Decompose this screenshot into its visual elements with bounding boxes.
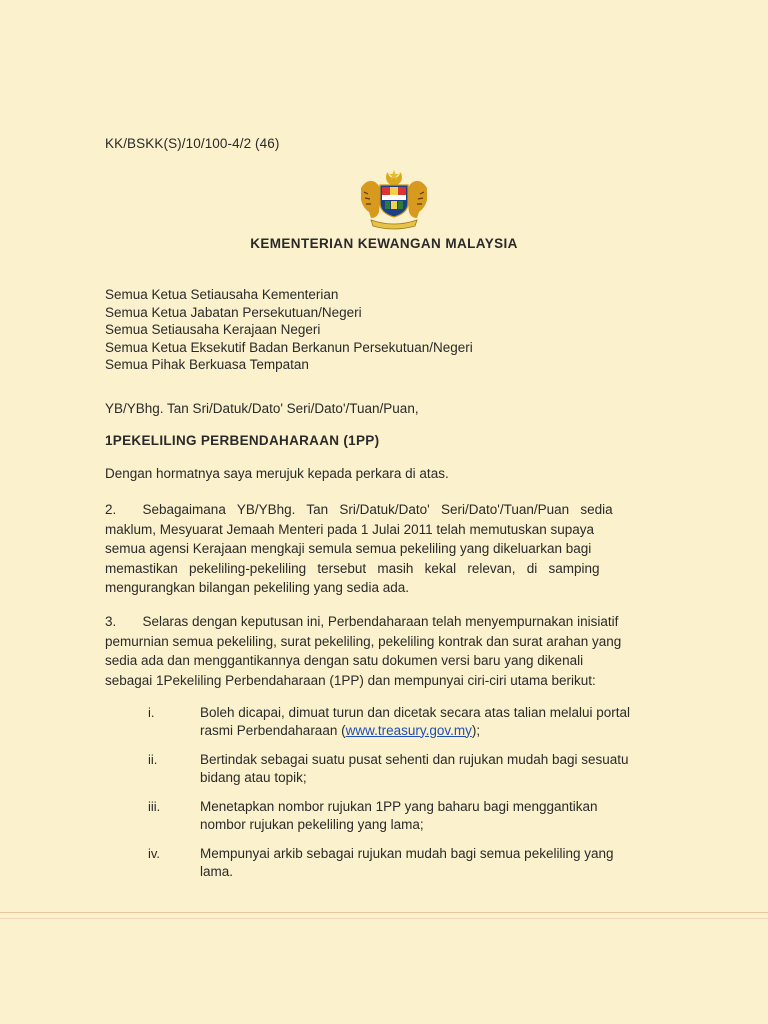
list-item-text: bidang atau topik; — [200, 769, 307, 785]
paragraph-3 — [105, 612, 695, 690]
paragraph-line: pemurnian semua pekeliling, surat pekeliling, pekeliling kontrak dan surat arahan yang — [105, 633, 622, 649]
paragraph-line: maklum, Mesyuarat Jemaah Menteri pada 1 Julai 2011 telah memutuskan supaya — [105, 521, 595, 537]
recipient-line: Semua Setiausaha Kerajaan Negeri — [105, 322, 321, 337]
footer-divider — [0, 912, 768, 913]
paragraph-line: sebagai 1Pekeliling Perbendaharaan (1PP) dan mempunyai ciri-ciri utama berikut: — [105, 672, 596, 688]
intro-paragraph: Dengan hormatnya saya merujuk kepada perkara di atas. — [105, 466, 449, 481]
reference-number: KK/BSKK(S)/10/100-4/2 (46) — [105, 136, 280, 151]
paragraph-line: 2. Sebagaimana YB/YBhg. Tan Sri/Datuk/Dato' Seri/Dato'/Tuan/Puan sedia — [105, 502, 613, 517]
list-item-number: iv. — [148, 846, 161, 861]
salutation: YB/YBhg. Tan Sri/Datuk/Dato' Seri/Dato'/Tuan/Puan, — [105, 401, 419, 416]
list-item-text: nombor rujukan pekeliling yang lama; — [200, 816, 424, 832]
paragraph-line: 3. Selaras dengan keputusan ini, Perbendaharaan telah menyempurnakan inisiatif — [105, 614, 619, 629]
ministry-heading: KEMENTERIAN KEWANGAN MALAYSIA — [250, 236, 518, 251]
recipient-line: Semua Ketua Eksekutif Badan Berkanun Persekutuan/Negeri — [105, 339, 473, 355]
footer-divider — [0, 918, 768, 919]
treasury-portal-link[interactable]: www.treasury.gov.my — [345, 722, 472, 738]
list-item-text-pre: rasmi Perbendaharaan ( — [200, 722, 346, 738]
list-item-number: iii. — [148, 799, 161, 814]
paragraph-line: memastikan pekeliling-pekeliling tersebut masih kekal relevan, di samping — [105, 560, 600, 576]
list-item-text — [200, 722, 696, 740]
recipient-line: Semua Ketua Jabatan Persekutuan/Negeri — [105, 304, 362, 320]
list-item-number: ii. — [148, 752, 158, 767]
recipient-line: Semua Pihak Berkuasa Tempatan — [105, 357, 309, 372]
paragraph-line: semua agensi Kerajaan mengkaji semula semua pekeliling yang dikeluarkan bagi — [105, 541, 592, 557]
paragraph-line: sedia ada dan menggantikannya dengan satu dokumen versi baru yang dikenali — [105, 653, 584, 669]
recipient-line: Semua Ketua Setiausaha Kementerian — [105, 287, 339, 302]
recipient-list — [105, 286, 473, 374]
list-item-number: i. — [148, 705, 155, 720]
list-item-text: Bertindak sebagai suatu pusat sehenti dan rujukan mudah bagi sesuatu — [200, 752, 629, 767]
list-item-text: Boleh dicapai, dimuat turun dan dicetak secara atas talian melalui portal — [200, 705, 631, 720]
list-item-text: Menetapkan nombor rujukan 1PP yang baharu bagi menggantikan — [200, 799, 598, 814]
malaysia-coat-of-arms-icon — [355, 168, 433, 230]
subject-heading: 1PEKELILING PERBENDAHARAAN (1PP) — [105, 433, 380, 448]
paragraph-2 — [105, 500, 695, 598]
list-item-text: lama. — [200, 863, 234, 879]
list-item-text-post: ); — [471, 722, 481, 738]
list-item-text: Mempunyai arkib sebagai rujukan mudah bagi semua pekeliling yang — [200, 846, 614, 861]
paragraph-line: mengurangkan bilangan pekeliling yang sedia ada. — [105, 580, 409, 596]
